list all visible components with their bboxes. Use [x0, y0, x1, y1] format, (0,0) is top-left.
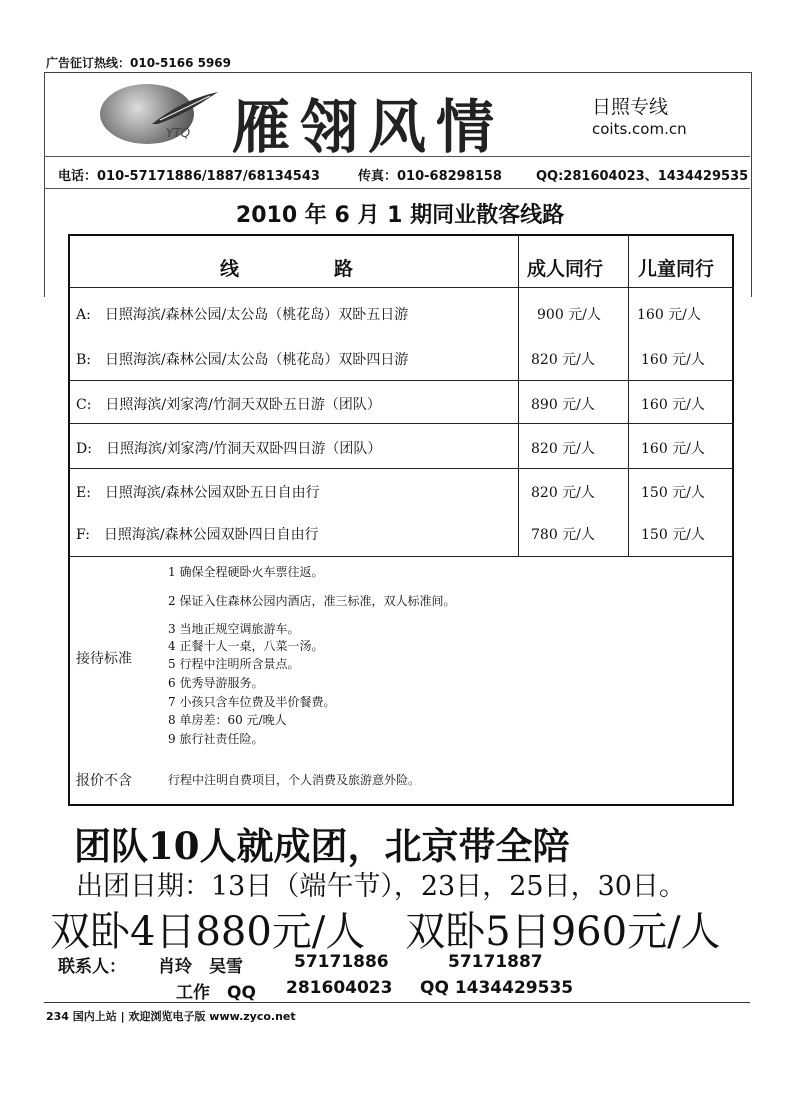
child-price-a: 160 元/人	[637, 307, 701, 323]
child-price-e: 150 元/人	[641, 485, 705, 501]
adult-price-a: 900 元/人	[537, 307, 601, 323]
promo-prices: 双卧4日880元/人 双卧5日960元/人	[50, 909, 721, 955]
adult-price-f: 780 元/人	[531, 527, 595, 543]
standard-item: 9 旅行社责任险。	[168, 732, 264, 746]
work-qq-2: QQ 1434429535	[420, 978, 574, 998]
contact-fax: 传真：010-68298158	[358, 169, 502, 184]
standard-label: 接待标准	[76, 651, 132, 667]
work-qq-label: 工作 QQ	[176, 983, 256, 1003]
logo-sub-text: YTQ	[166, 126, 191, 140]
contact-label: 联系人：	[58, 957, 126, 977]
route-d: D: 日照海滨/刘家湾/竹洞天双卧四日游（团队）	[76, 441, 382, 457]
standard-item: 5 行程中注明所含景点。	[168, 657, 300, 671]
route-a: A: 日照海滨/森林公园/太公岛（桃花岛）双卧五日游	[76, 307, 409, 323]
contact-names: 肖玲 吴雪	[158, 957, 243, 977]
row-divider	[68, 423, 734, 424]
header-adult: 成人同行	[527, 258, 604, 280]
header-divider	[44, 156, 750, 157]
header-row-divider	[68, 287, 734, 288]
adult-price-b: 820 元/人	[531, 352, 595, 368]
adult-price-c: 890 元/人	[531, 397, 595, 413]
standard-item: 2 保证入住森林公园内酒店，准三标准，双人标准间。	[168, 594, 456, 608]
child-price-f: 150 元/人	[641, 527, 705, 543]
adult-price-e: 820 元/人	[531, 485, 595, 501]
work-qq-1: 281604023	[286, 978, 393, 998]
child-price-d: 160 元/人	[641, 441, 705, 457]
exclusion-text: 行程中注明自费项目，个人消费及旅游意外险。	[168, 773, 421, 787]
child-price-c: 160 元/人	[641, 397, 705, 413]
route-b: B: 日照海滨/森林公园/太公岛（桃花岛）双卧四日游	[76, 352, 409, 368]
logo-feather-icon	[150, 90, 220, 126]
col-divider-2	[628, 234, 629, 556]
standard-item: 4 正餐十人一桌，八菜一汤。	[168, 639, 324, 653]
promo-headline: 团队10人就成团，北京带全陪	[74, 824, 570, 868]
contact-phone-2: 57171887	[448, 952, 543, 972]
contact-phone-1: 57171886	[294, 952, 389, 972]
brand-subtitle: 日照专线	[592, 96, 669, 118]
route-e: E: 日照海滨/森林公园双卧五日自由行	[76, 485, 320, 501]
standard-item: 7 小孩只含车位费及半价餐费。	[168, 695, 336, 709]
header-route: 线 路	[220, 258, 354, 280]
promo-dates: 出团日期：13日（端午节），23日，25日，30日。	[76, 871, 686, 902]
page-footer: 234 国内上站 | 欢迎浏览电子版 www.zyco.net	[46, 1010, 296, 1023]
row-divider	[68, 468, 734, 469]
contact-phone: 电话：010-57171886/1887/68134543	[58, 169, 320, 184]
row-divider	[68, 380, 734, 381]
route-f: F: 日照海滨/森林公园双卧四日自由行	[76, 527, 319, 543]
standard-item: 3 当地正规空调旅游车。	[168, 622, 300, 636]
standard-item: 8 单房差：60 元/晚人	[168, 713, 287, 727]
brand-name: 雁翎风情	[232, 93, 505, 161]
row-divider	[68, 556, 734, 557]
standard-item: 1 确保全程硬卧火车票往返。	[168, 565, 324, 579]
exclusion-label: 报价不含	[76, 773, 132, 789]
brand-url: coits.com.cn	[592, 120, 687, 138]
child-price-b: 160 元/人	[641, 352, 705, 368]
header-child: 儿童同行	[638, 258, 715, 280]
adult-price-d: 820 元/人	[531, 441, 595, 457]
ad-hotline: 广告征订热线：010-5166 5969	[46, 56, 232, 70]
standard-item: 6 优秀导游服务。	[168, 676, 264, 690]
page-title: 2010 年 6 月 1 期同业散客线路	[235, 203, 565, 228]
contact-qq: QQ:281604023、1434429535	[536, 169, 749, 184]
col-divider-1	[518, 234, 519, 556]
route-c: C: 日照海滨/刘家湾/竹洞天双卧五日游（团队）	[76, 397, 381, 413]
contact-divider	[44, 188, 750, 189]
footer-divider	[44, 1002, 750, 1003]
